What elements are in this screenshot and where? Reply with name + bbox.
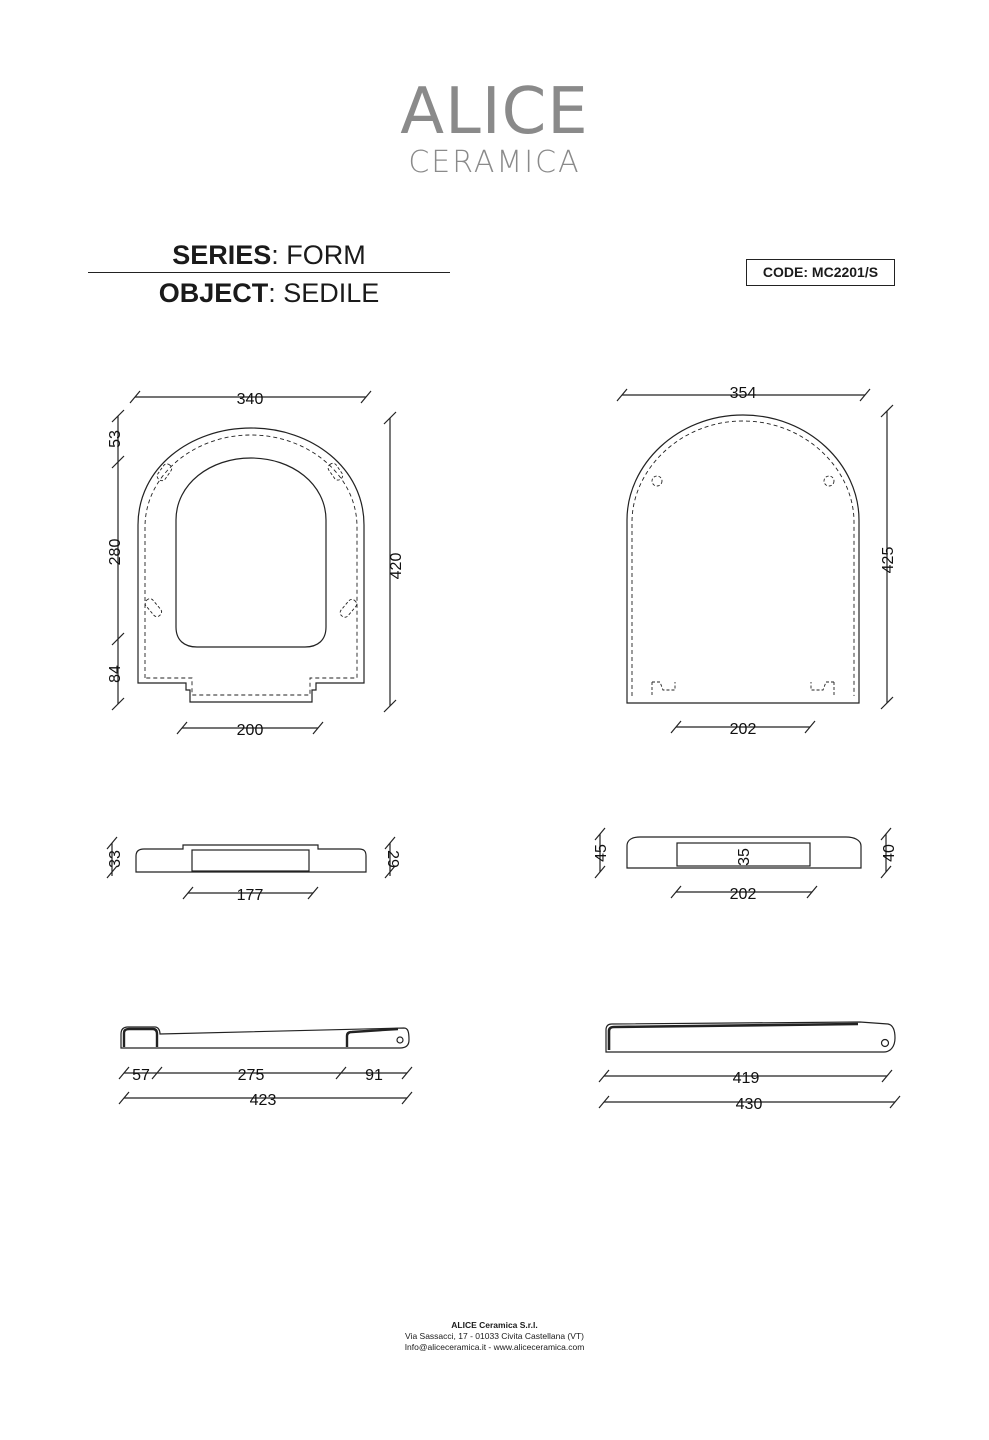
dim-top-left-middle: 280 [107,538,124,566]
dim-top-right-hinge: 202 [729,721,757,738]
top-view-right [617,389,893,733]
footer-contact: Info@aliceceramica.it - www.aliceceramica.com [404,1342,585,1352]
dim-side-right-total: 430 [735,1096,763,1113]
dim-front-right-right: 40 [881,844,898,862]
dim-top-left-width: 340 [236,391,264,408]
dim-top-left-hinge: 200 [236,722,264,739]
series-value: : FORM [271,240,366,270]
object-label: OBJECT [158,278,269,308]
dim-side-left-b: 275 [237,1067,265,1084]
series-label: SERIES [172,240,272,270]
dim-front-right-mid: 35 [736,848,753,866]
product-code-box: CODE: MC2201/S [746,259,895,286]
dim-side-left-total: 423 [249,1092,277,1109]
dim-front-left-right: 29 [384,850,401,868]
dim-side-left-a: 57 [132,1067,150,1084]
dim-front-left-left: 33 [107,850,124,868]
dim-top-left-top: 53 [107,430,124,448]
dim-top-right-width: 354 [729,385,757,402]
dim-top-left-height: 420 [388,552,405,580]
dim-front-left-hinge: 177 [236,887,264,904]
dim-top-right-height: 425 [880,546,897,574]
dim-top-left-bottom: 84 [107,665,124,683]
logo-line-1: ALICE [400,75,589,149]
object-value: : SEDILE [268,278,380,308]
footer-address: Via Sassacci, 17 - 01033 Civita Castellana (VT) [405,1331,584,1341]
dim-side-right-inner: 419 [732,1070,760,1087]
dim-front-right-hinge: 202 [729,886,757,903]
dim-front-right-left: 45 [593,844,610,862]
top-view-left [112,391,396,734]
footer-company: ALICE Ceramica S.r.l. [451,1320,538,1330]
dim-side-left-c: 91 [365,1067,383,1084]
company-footer [0,1320,989,1353]
logo-line-2: CERAMICA [408,145,581,180]
